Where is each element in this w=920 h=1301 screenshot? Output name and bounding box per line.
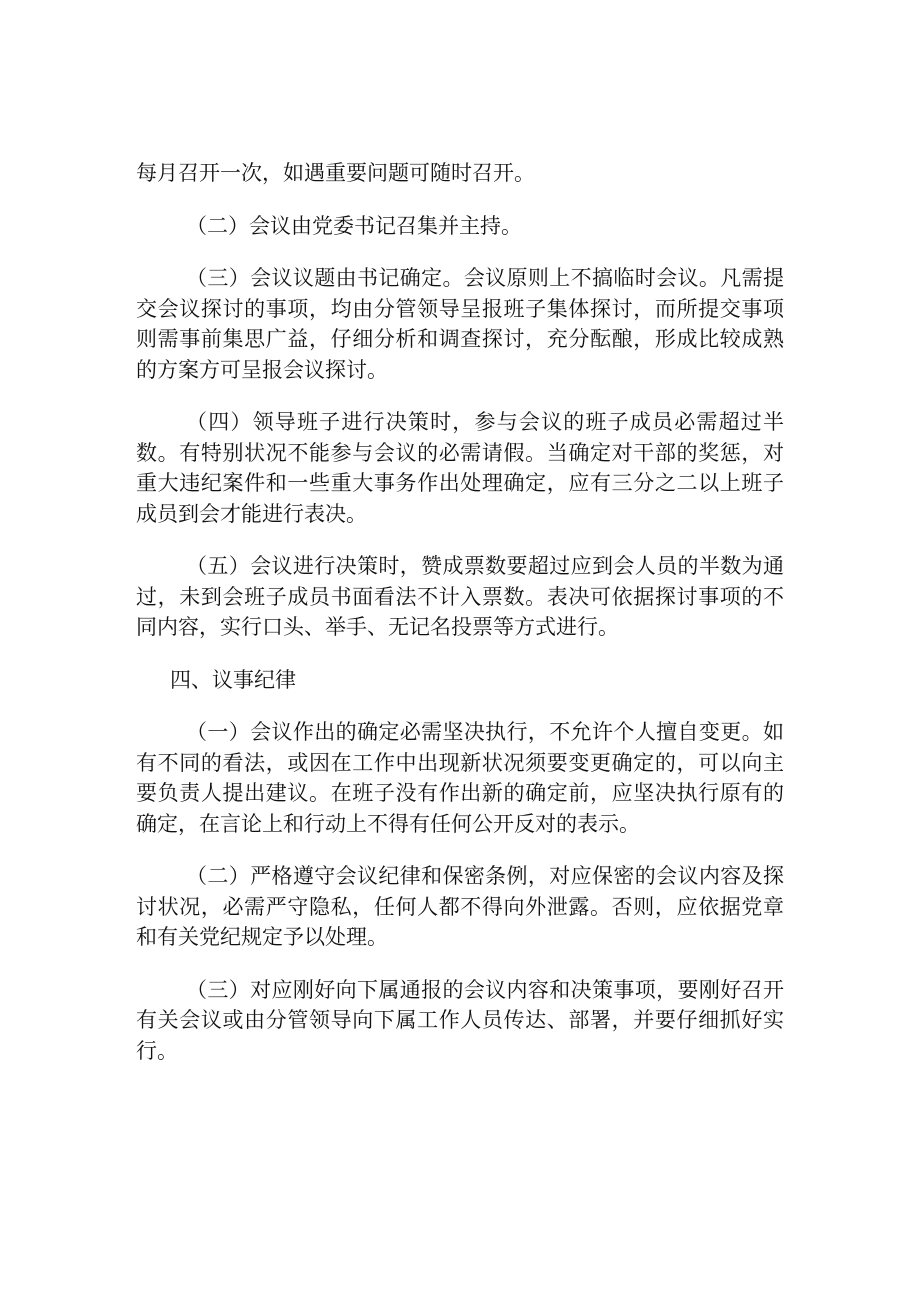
paragraph-item-2: （二）会议由党委书记召集并主持。 (186, 213, 522, 238)
paragraph-discipline-1: （一）会议作出的确定必需坚决执行，不允许个人擅自变更。如有不同的看法，或因在工作中出现新状况须要变更确定的，可以向主要负责人提出建议。在班子没有作出新的确定前，应坚决执行原有的确定，在言论上和行动上不得有任何公开反对的表示。 (136, 720, 784, 836)
section-heading: 四、议事纪律 (170, 667, 296, 692)
paragraph-item-5: （五）会议进行决策时，赞成票数要超过应到会人员的半数为通过，未到会班子成员书面看法不计入票数。表决可依据探讨事项的不同内容，实行口头、举手、无记名投票等方式进行。 (136, 554, 784, 639)
document-page (136, 158, 784, 1066)
paragraph-discipline-3: （三）对应刚好向下属通报的会议内容和决策事项，要刚好召开有关会议或由分管领导向下属工作人员传达、部署，并要仔细抓好实行。 (136, 977, 784, 1063)
paragraph-discipline-2: （二）严格遵守会议纪律和保密条例，对应保密的会议内容及探讨状况，必需严守隐私，任何人都不得向外泄露。否则，应依据党章和有关党纪规定予以处理。 (136, 864, 784, 949)
paragraph-continuation: 每月召开一次，如遇重要问题可随时召开。 (136, 161, 535, 185)
paragraph-item-4: （四）领导班子进行决策时，参与会议的班子成员必需超过半数。有特别状况不能参与会议的必需请假。当确定对干部的奖惩，对重大违纪案件和一些重大事务作出处理确定，应有三分之二以上班子成员到会才能进行表决。 (136, 410, 784, 526)
paragraph-item-3: （三）会议议题由书记确定。会议原则上不搞临时会议。凡需提交会议探讨的事项，均由分管领导呈报班子集体探讨，而所提交事项则需事前集思广益，仔细分析和调查探讨，充分酝酿，形成比较成熟的方案方可呈报会议探讨。 (136, 266, 784, 382)
